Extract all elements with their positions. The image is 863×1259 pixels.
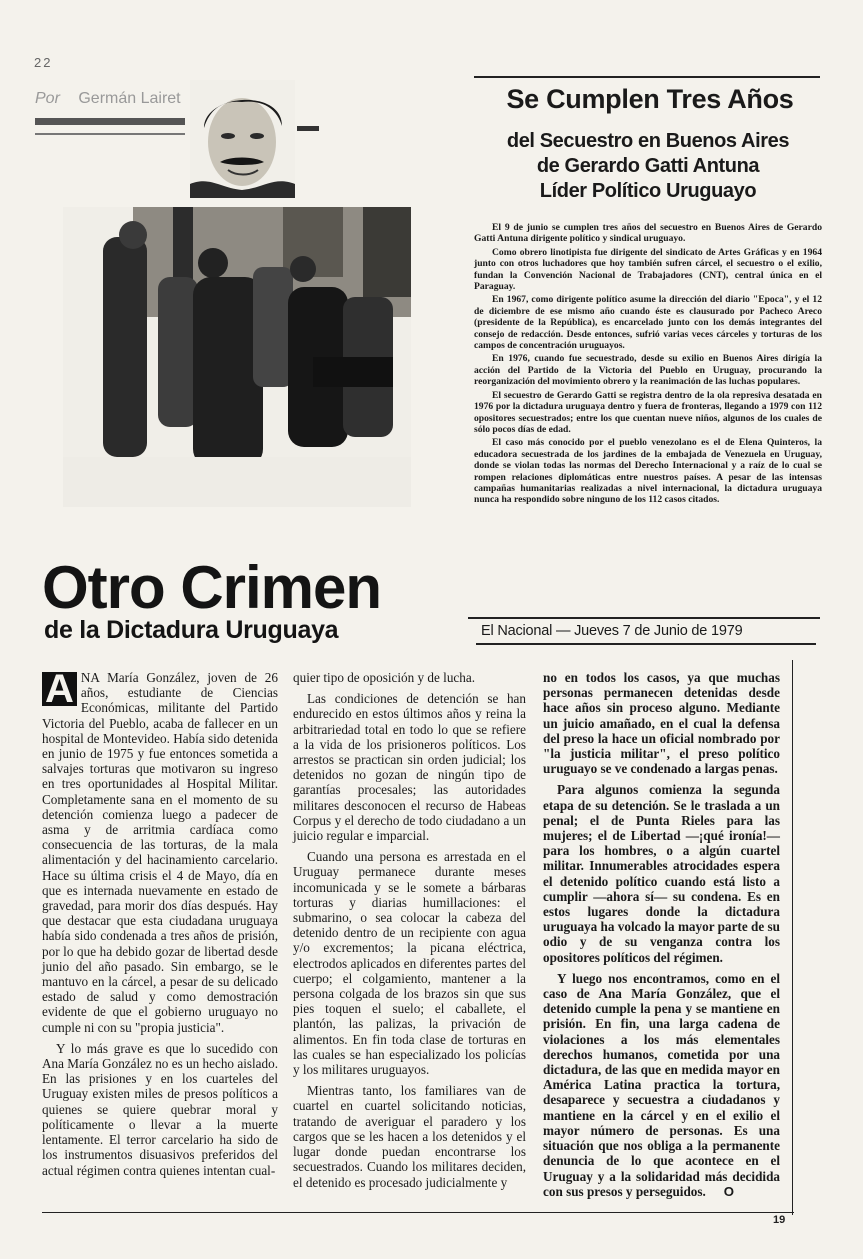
intro-paragraph: El secuestro de Gerardo Gatti se registra dentro de la ola represiva desatada en 1976 por la dictadura uruguaya dentro y fuera de fronteras, llegando a 1979 con 112 opositores secuestrados; entre los que cuentan nueve niños, algunos de los cuales de sólo pocos días de edad. (474, 389, 822, 435)
body-paragraph: Mientras tanto, los familiares van de cuartel en cuartel solicitando noticias, tratando de averiguar el paradero y los cargos que se les hacen a los detenidos y el lugar donde puedan encontrarse los secuestrados. Cuando los militares deciden, el detenido es procesado judicialmente y (293, 1083, 526, 1190)
right-border-rule (792, 660, 793, 1215)
headline-subtitle-line: del Secuestro en Buenos Aires (506, 130, 790, 152)
street-scene-photo (63, 207, 411, 507)
body-paragraph-text: NA María González, joven de 26 años, estudiante de Ciencias Económicas, militante del Partido Victoria del Pueblo, acaba de fallecer en un hospital de Montevideo. Había sido detenida en junio de 1975 y fue entonces sometida a salvajes torturas que motivaron su ingreso en tres oportunidades al Hospital Militar. Completamente sana en el momento de su detención comienza luego a padecer de asma y de arritmia cardíaca como consecuencia de las torturas, de la mala alimentación y del hacinamiento carcelario. Hace su última crisis el 4 de Mayo, día en que es internada nuevamente en estado de gravedad, para morir dos días después. Hay que destacar que esta ciudadana uruguaya había sido condenada a tres años de prisión, por lo que ha debido gozar de libertad desde junio del año pasado. Sin embargo, se le mantuvo en la cárcel, a pesar de su delicado estado de salud y como demostración evidente de que el gobierno uruguayo no cumple ni con su "propia justicia". (42, 670, 278, 1035)
portrait-photo (190, 80, 295, 198)
body-column-1 (42, 667, 278, 1184)
source-rule-top (468, 617, 820, 619)
body-paragraph: no en todos los casos, ya que muchas personas permanecen detenidas desde hace años sin proceso alguno. Mediante un juicio amañado, en el cual la defensa del preso la hace un oficial nombrado por "la justicia militar", el preso político uruguayo se ve condenado a largas penas. (543, 670, 780, 777)
byline-author: Germán Lairet (78, 90, 181, 107)
end-mark: O (723, 1183, 735, 1199)
headline-subtitle-line: de Gerardo Gatti Antuna (536, 155, 760, 177)
body-paragraph: quier tipo de oposición y de lucha. (293, 670, 476, 685)
body-column-3 (543, 670, 780, 1205)
body-paragraph: Y lo más grave es que lo sucedido con Ana María González no es un hecho aislado. En las prisiones y en los cuarteles del Uruguay existen miles de presos políticos a quienes se quiere quebrar moral y políticamente o llevar a la muerte lentamente. El terror carcelario ha sido de los instrumentos disuasivos preferidos del actual régimen contra quienes intentan cual- (42, 1040, 278, 1178)
headline-title: Se Cumplen Tres Años (506, 84, 794, 114)
intro-paragraph: Como obrero linotipista fue dirigente del sindicato de Artes Gráficas y en 1964 junto con otros luchadores que hoy también sufren cárcel, el secuestro o el exilio, fundan la Convención Nacional de Trabajadores (CNT), central única en el Paraguay. (474, 246, 822, 293)
headline-subtitle (476, 129, 820, 204)
body-paragraph (42, 667, 278, 1035)
page-number-bottom: 19 (773, 1214, 786, 1226)
byline-prefix: Por (35, 90, 60, 107)
body-paragraph (543, 971, 780, 1199)
body-column-2 (293, 670, 526, 1196)
headline-top-rule (474, 76, 820, 78)
byline-rule (35, 118, 185, 125)
body-paragraph: Las condiciones de detención se han endurecido en estos últimos años y reina la arbitrariedad total en todo lo que se refiere a la vida de los prisioneros políticos. Los arrestos se practican sin orden judicial; los detenidos no gozan de ningún tipo de garantías procesales; las autoridades militares desconocen el recurso de Habeas Corpus y el derecho de todo ciudadano a un juicio regular e imparcial. (293, 691, 526, 844)
intro-paragraph: En 1976, cuando fue secuestrado, desde su exilio en Buenos Aires dirigía la acción del Partido de la Victoria del Pueblo en Uruguay, procurando la reorganización del movimiento obrero y la reanimación de las luchas populares. (474, 353, 822, 388)
dash-mark (297, 126, 319, 131)
intro-paragraph: El 9 de junio se cumplen tres años del secuestro en Buenos Aires de Gerardo Gatti Antuna dirigente político y sindical uruguayo. (474, 222, 822, 245)
body-paragraph-text: Y luego nos encontramos, como en el caso de Ana María González, que el detenido cumple la pena y se mantiene en prisión. En fin, una larga cadena de violaciones a los más elementales derechos humanos, cometida por una dictadura, de las que en medida mayor en América Latina practica la tortura, desaparece y secuestra a ciudadanos y mantiene en la cárcel y en el exilio el mayor número de personas. Es una situación que nos obliga a la permanente denuncia de lo que acontece en el Uruguay y a la solidaridad más decidida con sus presos y perseguidos. (543, 970, 780, 1199)
source-line: El Nacional — Jueves 7 de Junio de 1979 (481, 623, 743, 639)
intro-paragraph: El caso más conocido por el pueblo venezolano es el de Elena Quinteros, la educadora secuestrada de los jardines de la embajada de Venezuela en Uruguay, donde se violan todas las normas del Derecho Internacional y a raíz de lo cual se rompen relaciones diplomáticas entre nuestros países. A pesar de las intensas campañas humanitarias realizadas a nivel internacional, la dictadura uruguaya nunca ha respondido sobre ninguno de los 112 casos citados. (474, 437, 822, 506)
bottom-border-rule (42, 1212, 794, 1213)
headline-subtitle-line: Líder Político Uruguayo (539, 180, 757, 202)
body-paragraph: Cuando una persona es arrestada en el Uruguay permanece durante meses incomunicada y se le somete a bárbaras torturas y diarias humillaciones: el submarino, o sea colocar la cabeza del detenido dentro de un recipiente con agua y/o excrementos; la picana eléctrica, electrodos aplicados en diferentes partes del cuerpo; el colgamiento, mantener a la persona colgada de los brazos sin que sus pies toquen el suelo; el caballete, el plantón, las palizas, la privación de alimentos. En fin toda clase de torturas en las cuales se han especializado los policías y los militares uruguayos. (293, 849, 526, 1078)
intro-box (474, 222, 822, 508)
page-number-top: 22 (34, 55, 53, 70)
body-paragraph: Para algunos comienza la segunda etapa de su detención. Se le traslada a un penal; el de Punta Rieles para las mujeres; el de Libertad —¡qué ironía!— para los hombres, o a algún cuartel militar. Innumerables atrocidades espera el detenido político cuando está listo a cumplir —ahora sí— su condena. Es en estos lugares donde la dictadura uruguaya ha volcado la mayor parte de su odio y de su venganza contra los opositores políticos del régimen. (543, 782, 780, 965)
byline (35, 90, 181, 108)
main-title: Otro Crimen (42, 554, 382, 621)
source-rule-bottom (476, 643, 816, 645)
main-subtitle: de la Dictadura Uruguaya (44, 616, 339, 644)
byline-rule-thin (35, 133, 185, 135)
intro-paragraph: En 1967, como dirigente político asume la dirección del diario "Epoca", y el 12 de diciembre de ese mismo año cuando éste es clausurado por Pacheco Areco (presidente de la República), es encarcelado junto con los demás integrantes del consejo de redacción. Desde entonces, sufrió varias veces cárceles y torturas de los campos de concentración uruguayos. (474, 294, 822, 352)
drop-cap: A (42, 672, 77, 706)
